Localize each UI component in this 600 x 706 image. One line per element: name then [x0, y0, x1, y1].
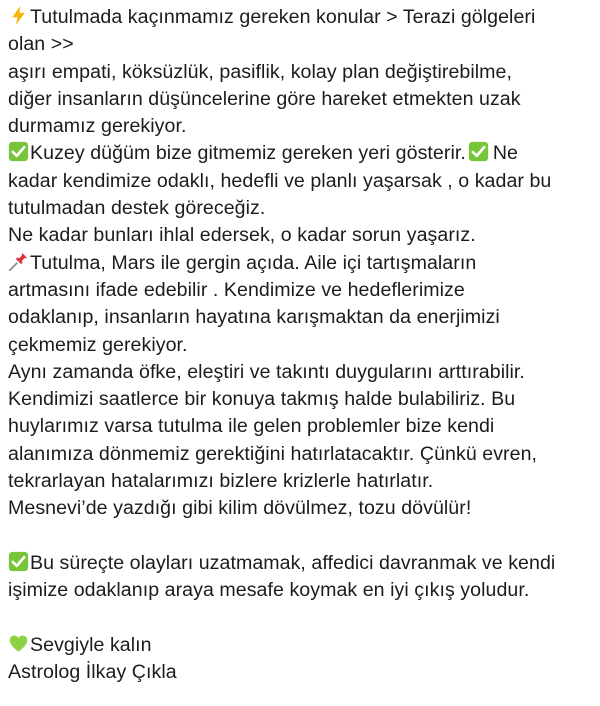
- text-line: [8, 659, 600, 686]
- check-mark-button-icon: [8, 141, 29, 162]
- green-heart-icon: [8, 633, 29, 654]
- text-line: Bu süreçte olayları uzatmamak, affedici davranmak ve kendi: [8, 550, 600, 577]
- blank-line: [8, 523, 600, 550]
- text-line: huylarımız varsa tutulma ile gelen problemler bize kendi: [8, 415, 495, 438]
- text-line: Ne kadar bunları ihlal edersek, o kadar sorun yaşarız.: [8, 224, 476, 247]
- text-line: diğer insanların düşüncelerine göre hareket etmekten uzak: [8, 87, 521, 110]
- text-line: Aynı zamanda öfke, eleştiri ve takıntı duygularını arttırabilir.: [8, 360, 525, 383]
- pushpin-icon: [8, 251, 29, 272]
- text-line: odaklanıp, insanların hayatına karışmaktan da enerjimizi: [8, 306, 500, 329]
- text-line: kadar kendimize odaklı, hedefli ve planlı yaşarsak , o kadar bu: [8, 169, 552, 192]
- text-line: işimize odaklanıp araya mesafe koymak en iyi çıkış yoludur.: [8, 579, 530, 602]
- text-line: durmamız gerekiyor.: [8, 115, 187, 138]
- signature: Astrolog İlkay Çıkla: [8, 661, 177, 684]
- check-mark-button-icon: [8, 551, 29, 572]
- text-line: Mesnevi’de yazdığı gibi kilim dövülmez, tozu dövülür!: [8, 497, 472, 520]
- text-line: Tutulma, Mars ile gergin açıda. Aile içi tartışmaların: [8, 250, 600, 277]
- check-mark-button-icon: [468, 141, 489, 162]
- high-voltage-icon: [8, 5, 29, 26]
- text-line: olan >>: [8, 33, 74, 56]
- text-line: aşırı empati, köksüzlük, pasiflik, kolay plan değiştirebilme,: [8, 60, 512, 83]
- text-line: tutulmadan destek göreceğiz.: [8, 197, 266, 220]
- text-line: çekmemiz gerekiyor.: [8, 333, 188, 356]
- text-line: Sevgiyle kalın: [8, 632, 600, 659]
- text-line: tekrarlayan hatalarımızı bizlere krizlerle hatırlatır.: [8, 470, 434, 493]
- blank-line: [8, 605, 600, 632]
- text-line: Kuzey düğüm bize gitmemiz gereken yeri gösterir. Ne: [8, 140, 600, 167]
- text-line: Tutulmada kaçınmamız gereken konular > Terazi gölgeleri: [8, 4, 600, 31]
- text-line: Kendimizi saatlerce bir konuya takmış halde bulabiliriz. Bu: [8, 388, 516, 411]
- text-line: alanımıza dönmemiz gerektiğini hatırlatacaktır. Çünkü evren,: [8, 442, 538, 465]
- text-line: artmasını ifade edebilir . Kendimize ve hedeflerimize: [8, 278, 465, 301]
